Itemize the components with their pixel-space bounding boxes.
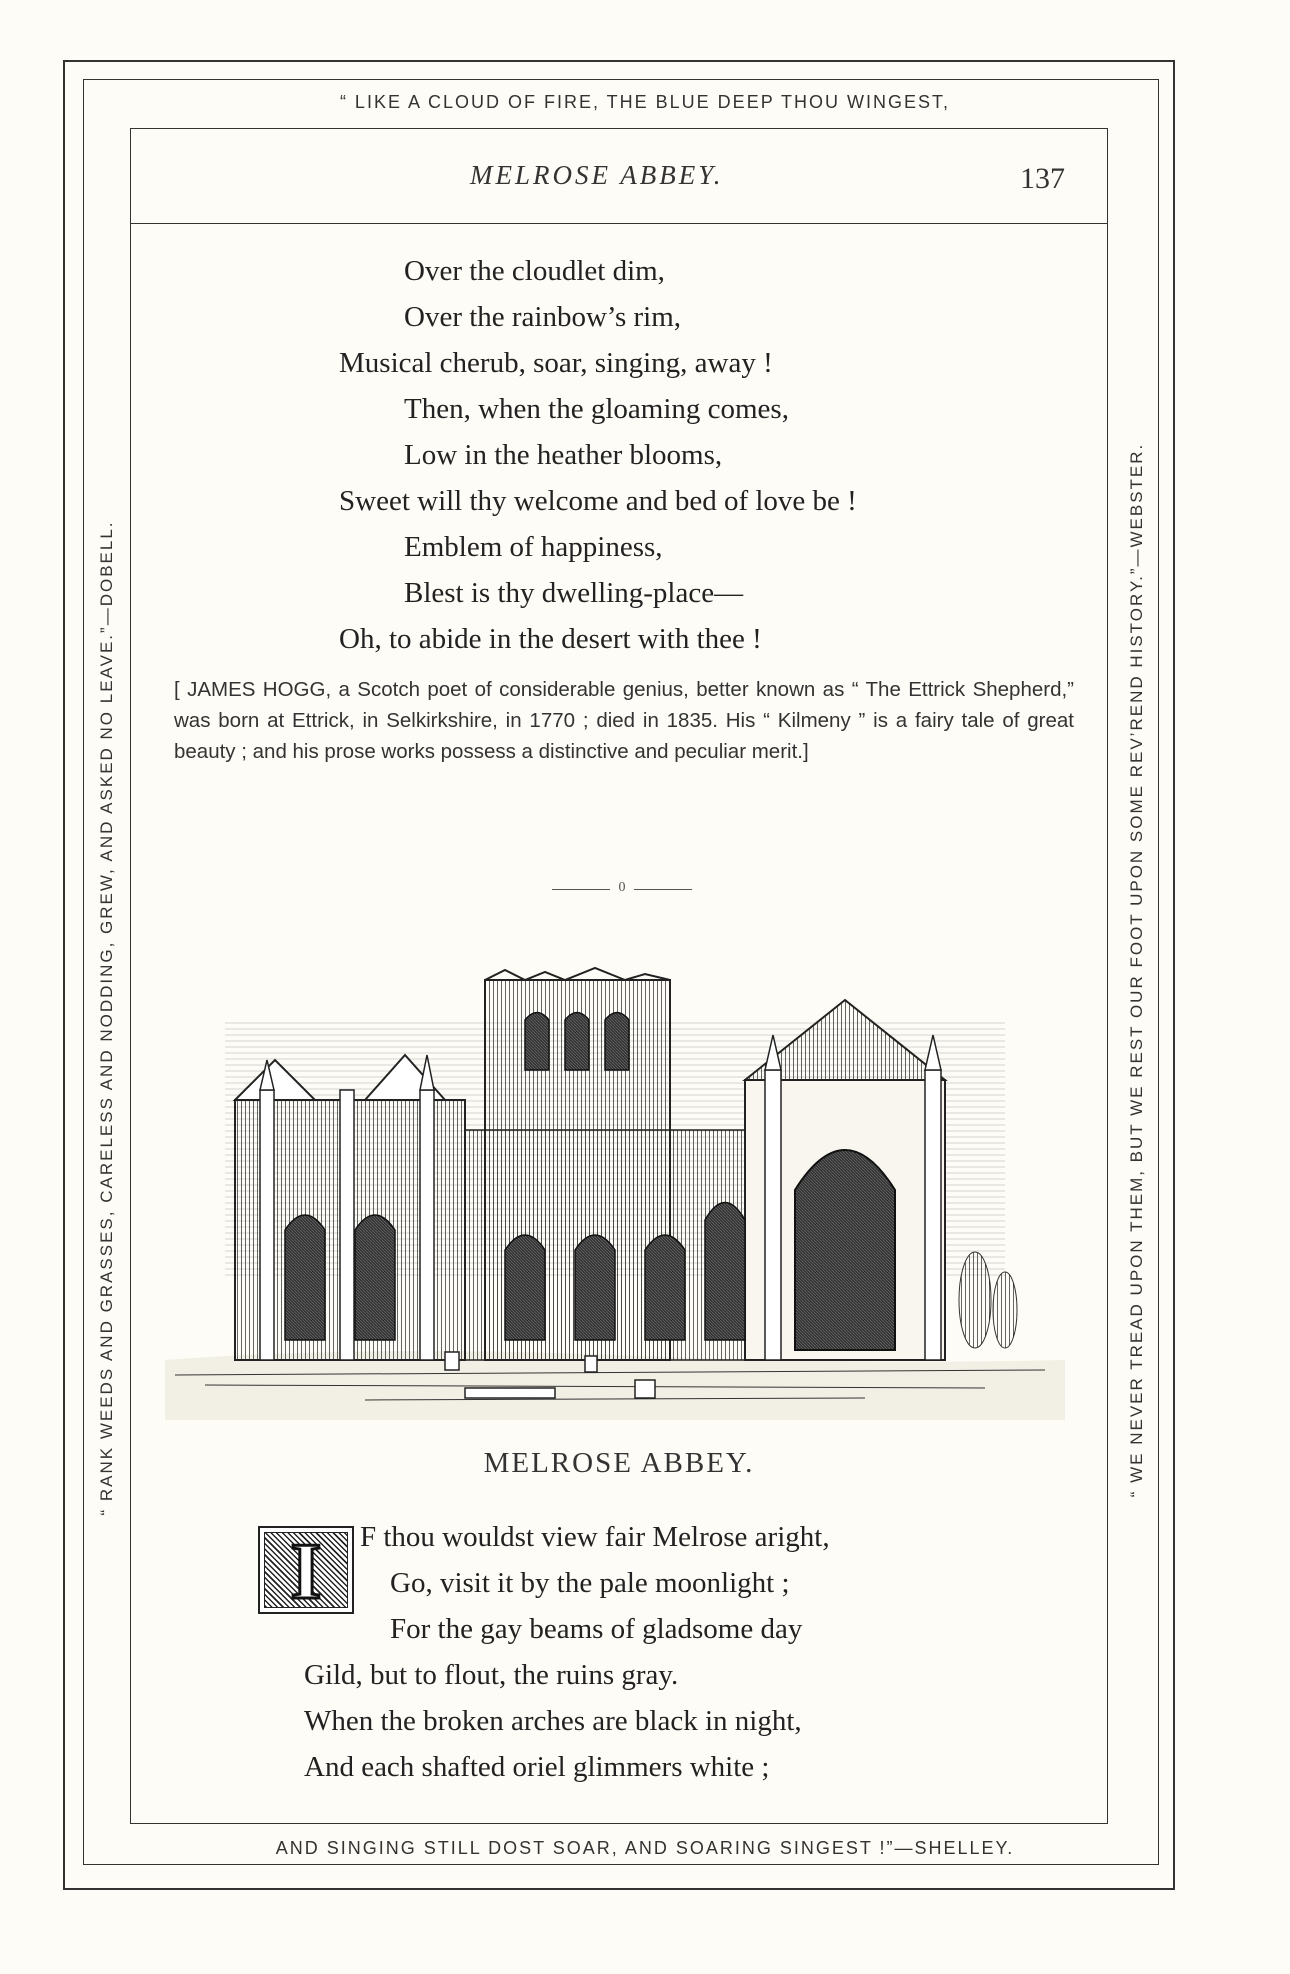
poem-line: Low in the heather blooms, [404,439,723,471]
header-rule [130,223,1108,224]
melrose-abbey-illustration [165,960,1065,1420]
poem-line: Gild, but to flout, the ruins gray. [304,1659,679,1691]
top-border-quote: “ LIKE A CLOUD OF FIRE, THE BLUE DEEP THOU WINGEST, [339,92,951,112]
poem-line: Emblem of happiness, [404,531,663,563]
poem-line: Musical cherub, soar, singing, away ! [339,347,773,379]
page-number: 137 [1020,162,1065,195]
poem-line: Over the cloudlet dim, [404,255,665,287]
right-border-quote: “ WE NEVER TREAD UPON THEM, BUT WE REST OUR FOOT UPON SOME REV’REND HISTORY.”—WEBSTER. [1127,442,1146,1498]
ornamental-divider: 0 [552,880,692,896]
poem-line: When the broken arches are black in night, [304,1705,802,1737]
poem-line: Sweet will thy welcome and bed of love be ! [339,485,857,517]
poem-line: Oh, to abide in the desert with thee ! [339,623,762,655]
running-title: MELROSE ABBEY. [470,160,724,190]
poem-line: For the gay beams of gladsome day [390,1613,803,1645]
bottom-border-quote: AND SINGING STILL DOST SOAR, AND SOARING SINGEST !”—SHELLEY. [275,1838,1015,1858]
drop-cap-letter: I [290,1528,322,1616]
left-border-quote: “ RANK WEEDS AND GRASSES, CARELESS AND NODDING, GREW, AND ASKED NO LEAVE.”—DOBELL. [97,520,116,1516]
poem-line: Over the rainbow’s rim, [404,301,682,333]
poem-line: Go, visit it by the pale moonlight ; [390,1567,790,1599]
poem-line: F thou wouldst view fair Melrose aright, [360,1521,830,1553]
poem-line: And each shafted oriel glimmers white ; [304,1751,770,1783]
poem-line: Blest is thy dwelling-place— [404,577,744,609]
plate-caption: MELROSE ABBEY. [483,1447,755,1479]
poem-line: Then, when the gloaming comes, [404,393,789,425]
drop-cap [258,1526,354,1614]
biographical-note: [ JAMES HOGG, a Scotch poet of considerable genius, better known as “ The Ettrick Shepherd,” was born at Ettrick, in Selkirkshire, in 1770 ; died in 1835. His “ Kilmeny ” is a fairy tale of great beauty ; and his prose works possess a distinctive and peculiar merit.] [174,678,1074,763]
